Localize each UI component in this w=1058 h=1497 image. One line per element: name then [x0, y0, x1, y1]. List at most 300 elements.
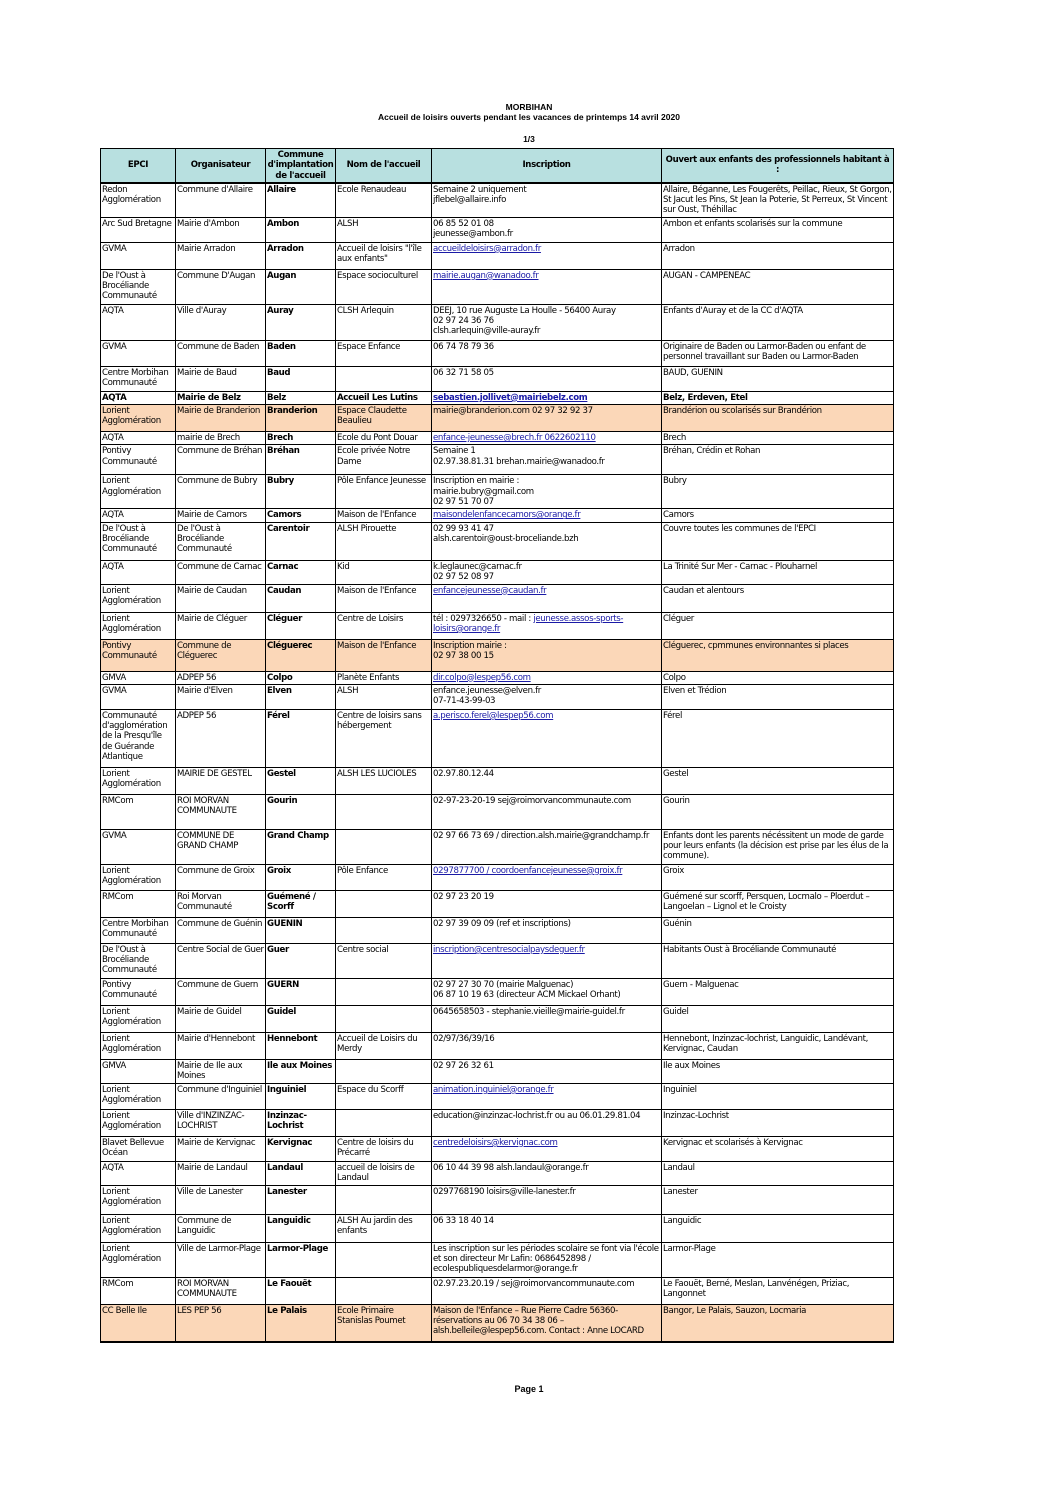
inscription-text: Semaine 2 uniquement jflebel@allaire.info	[433, 184, 527, 206]
table-row	[101, 890, 894, 917]
cell-epci: Lorient Agglomération	[101, 1083, 176, 1109]
col-header-nom: Nom de l'accueil	[336, 149, 432, 183]
table-row	[101, 943, 894, 978]
cell-nom-accueil	[336, 829, 432, 864]
cell-ouvert-a: Guidel	[662, 1005, 894, 1032]
col-header-commune: Commune d'implantation de l'accueil	[266, 149, 336, 183]
cell-commune: Carentoir	[266, 522, 336, 560]
cell-epci: Lorient Agglomération	[101, 1185, 176, 1214]
cell-commune: Ambon	[266, 217, 336, 242]
cell-nom-accueil	[336, 794, 432, 829]
cell-inscription	[432, 1032, 662, 1059]
cell-inscription	[432, 978, 662, 1005]
cell-organisateur: Ville d'INZINZAC-LOCHRIST	[176, 1109, 266, 1136]
table-row	[101, 1277, 894, 1304]
inscription-link[interactable]: maisondelenfancecamors@orange.fr	[433, 510, 581, 521]
cell-commune: Baden	[266, 340, 336, 366]
cell-inscription	[432, 560, 662, 584]
cell-organisateur: Mairie d'Hennebont	[176, 1032, 266, 1059]
table-row	[101, 242, 894, 269]
cell-commune: Lanester	[266, 1185, 336, 1214]
cell-commune: Cléguerec	[266, 639, 336, 671]
table-row	[101, 340, 894, 366]
cell-ouvert-a: Brandérion ou scolarisés sur Brandérion	[662, 405, 894, 432]
cell-ouvert-a: Landaul	[662, 1161, 894, 1185]
cell-epci: Pontivy Communauté	[101, 639, 176, 671]
cell-inscription	[432, 890, 662, 917]
cell-commune: Grand Champ	[266, 829, 336, 864]
inscription-link[interactable]: mairie.augan@wanadoo.fr	[433, 270, 539, 281]
cell-inscription	[432, 304, 662, 340]
table-row	[101, 671, 894, 684]
table-row	[101, 432, 894, 445]
cell-ouvert-a: Bubry	[662, 475, 894, 509]
cell-commune: Inguiniel	[266, 1083, 336, 1109]
cell-inscription	[432, 1277, 662, 1304]
cell-ouvert-a: Languidic	[662, 1214, 894, 1242]
inscription-text: 06 85 52 01 08 jeunesse@ambon.fr	[433, 218, 513, 240]
cell-commune: Kervignac	[266, 1136, 336, 1161]
inscription-link[interactable]: a.perisco.ferel@lespep56.com	[433, 710, 554, 721]
cell-commune: Bubry	[266, 475, 336, 509]
cell-commune: Augan	[266, 269, 336, 304]
cell-nom-accueil: ALSH Au jardin des enfants	[336, 1214, 432, 1242]
table-row	[101, 391, 894, 404]
cell-inscription	[432, 1059, 662, 1083]
cell-organisateur: mairie de Brech	[176, 432, 266, 445]
cell-inscription	[432, 794, 662, 829]
cell-nom-accueil: Pôle Enfance Jeunesse	[336, 475, 432, 509]
inscription-text: k.leglaunec@carnac.fr 02 97 52 08 97	[433, 561, 522, 582]
cell-epci: GVMA	[101, 684, 176, 709]
table-row	[101, 612, 894, 639]
inscription-link[interactable]: enfance-jeunesse@brech.fr 0622602110	[433, 433, 596, 444]
cell-epci: Redon Agglomération	[101, 183, 176, 217]
cell-epci: AQTA	[101, 509, 176, 522]
table-row	[101, 560, 894, 584]
inscription-text: 06 33 18 40 14	[433, 1215, 494, 1226]
cell-ouvert-a: Férel	[662, 709, 894, 767]
cell-commune: Gourin	[266, 794, 336, 829]
cell-nom-accueil: Ecole privée Notre Dame	[336, 445, 432, 475]
table-row	[101, 584, 894, 612]
cell-organisateur: COMMUNE DE GRAND CHAMP	[176, 829, 266, 864]
cell-nom-accueil	[336, 1242, 432, 1277]
cell-organisateur: ADPEP 56	[176, 709, 266, 767]
cell-ouvert-a: Allaire, Béganne, Les Fougerêts, Peillac, Rieux, St Gorgon, St Jacut les Pins, St Jean la Poterie, St Perreux, St Vincent sur Oust, Théhillac	[663, 184, 892, 216]
cell-ouvert-a: Gourin	[662, 794, 894, 829]
cell-commune: Arradon	[266, 242, 336, 269]
cell-ouvert-a: Cléguer	[662, 612, 894, 639]
inscription-text: 0645658503 - stephanie.vieille@mairie-guidel.fr	[433, 1006, 625, 1017]
cell-ouvert-a: Guern - Malguenac	[662, 978, 894, 1005]
cell-inscription	[432, 509, 662, 522]
table-row	[101, 709, 894, 767]
cell-organisateur: Commune de Carnac	[176, 560, 266, 584]
cell-epci: Lorient Agglomération	[101, 1005, 176, 1032]
cell-nom-accueil	[336, 890, 432, 917]
cell-commune: Cléguer	[266, 612, 336, 639]
cell-ouvert-a: Couvre toutes les communes de l'EPCI	[662, 522, 894, 560]
cell-organisateur: Commune D'Augan	[176, 269, 266, 304]
cell-commune: Camors	[266, 509, 336, 522]
inscription-text: Semaine 1 02.97.38.81.31 brehan.mairie@wanadoo.fr	[433, 446, 605, 467]
cell-commune: Gestel	[266, 767, 336, 794]
table-row	[101, 684, 894, 709]
cell-epci: AQTA	[101, 560, 176, 584]
inscription-link[interactable]: jeunesse.assos-sports-loisirs@orange.fr	[433, 613, 624, 634]
cell-epci: RMCom	[101, 1277, 176, 1304]
inscription-text: 02 97 39 09 09 (ref et inscriptions)	[433, 918, 571, 929]
cell-organisateur: Mairie de Branderion	[176, 405, 266, 432]
cell-epci: CC Belle Ile	[101, 1304, 176, 1342]
table-row	[101, 978, 894, 1005]
cell-nom-accueil	[336, 1277, 432, 1304]
col-header-inscription: Inscription	[432, 149, 662, 183]
cell-organisateur: Mairie d'Elven	[176, 684, 266, 709]
table-row	[101, 917, 894, 943]
cell-inscription	[432, 183, 662, 217]
cell-ouvert-a: Caudan et alentours	[662, 584, 894, 612]
cell-organisateur: Mairie de Cléguer	[176, 612, 266, 639]
cell-inscription	[432, 217, 662, 242]
cell-commune: Landaul	[266, 1161, 336, 1185]
cell-commune: Languidic	[266, 1214, 336, 1242]
cell-inscription	[432, 1242, 662, 1277]
inscription-link[interactable]: centredeloisirs@kervignac.com	[433, 1137, 558, 1148]
cell-inscription	[432, 864, 662, 890]
cell-nom-accueil	[336, 917, 432, 943]
cell-ouvert-a: Groix	[662, 864, 894, 890]
cell-epci: Lorient Agglomération	[101, 864, 176, 890]
cell-organisateur: ROI MORVAN COMMUNAUTE	[176, 794, 266, 829]
inscription-text: Les inscription sur les périodes scolaire se font via l'école et son directeur Mr Lafin: 0686452898 / ecolespubliquesdelarmor@orange.fr	[433, 1243, 659, 1275]
cell-organisateur: ROI MORVAN COMMUNAUTE	[176, 1277, 266, 1304]
cell-organisateur: Mairie de Caudan	[176, 584, 266, 612]
inscription-text: enfance.jeunesse@elven.fr 07-71-43-99-03	[433, 685, 541, 707]
table-row	[101, 639, 894, 671]
cell-commune: Ile aux Moines	[266, 1059, 336, 1083]
cell-organisateur: Mairie de Camors	[176, 509, 266, 522]
cell-epci: Lorient Agglomération	[101, 612, 176, 639]
cell-nom-accueil: Ecole Renaudeau	[336, 183, 432, 217]
cell-commune: Groix	[266, 864, 336, 890]
table-row	[101, 1005, 894, 1032]
cell-inscription	[432, 1005, 662, 1032]
cell-organisateur: Mairie de Ile aux Moines	[176, 1059, 266, 1083]
cell-organisateur: Ville de Lanester	[176, 1185, 266, 1214]
inscription-link[interactable]: inscription@centresocialpaysdeguer.fr	[433, 944, 585, 955]
cell-ouvert-a: BAUD, GUENIN	[662, 366, 894, 391]
cell-ouvert-a: Bréhan, Crédin et Rohan	[662, 445, 894, 475]
cell-ouvert-a: Gestel	[662, 767, 894, 794]
document-subtitle: Accueil de loisirs ouverts pendant les vacances de printemps 14 avril 2020	[378, 112, 680, 122]
cell-inscription	[432, 767, 662, 794]
inscription-text: Inscription mairie : 02 97 38 00 15	[433, 640, 507, 661]
table-row	[101, 1059, 894, 1083]
cell-nom-accueil: Kid	[336, 560, 432, 584]
cell-nom-accueil: CLSH Arlequin	[336, 304, 432, 340]
cell-epci: GVMA	[101, 340, 176, 366]
cell-inscription	[432, 1161, 662, 1185]
cell-organisateur: Commune de Groix	[176, 864, 266, 890]
cell-nom-accueil: ALSH	[336, 217, 432, 242]
cell-inscription	[432, 684, 662, 709]
cell-epci: RMCom	[101, 890, 176, 917]
cell-inscription	[432, 1083, 662, 1109]
cell-organisateur: Commune d'Allaire	[176, 183, 266, 217]
cell-organisateur: Mairie de Guidel	[176, 1005, 266, 1032]
cell-epci: AQTA	[101, 432, 176, 445]
cell-nom-accueil: Maison de l'Enfance	[336, 509, 432, 522]
cell-epci: Arc Sud Bretagne	[101, 217, 176, 242]
cell-commune: Guer	[266, 943, 336, 978]
cell-commune: Guémené / Scorff	[266, 890, 336, 917]
cell-ouvert-a: Inguiniel	[662, 1083, 894, 1109]
cell-nom-accueil: Planète Enfants	[336, 671, 432, 684]
inscription-text: 02 99 93 41 47 alsh.carentoir@oust-broceliande.bzh	[433, 523, 579, 544]
inscription-link[interactable]: accueildeloisirs@arradon.fr	[433, 243, 541, 254]
cell-nom-accueil: Accueil de Loisirs du Merdy	[336, 1032, 432, 1059]
table-row	[101, 366, 894, 391]
inscription-text: 06 10 44 39 98 alsh.landaul@orange.fr	[433, 1162, 589, 1173]
cell-nom-accueil	[336, 1059, 432, 1083]
table-row	[101, 864, 894, 890]
cell-commune: Carnac	[266, 560, 336, 584]
cell-organisateur: Commune de Baden	[176, 340, 266, 366]
cell-commune: GUENIN	[266, 917, 336, 943]
table-row	[101, 304, 894, 340]
cell-nom-accueil: Espace du Scorff	[336, 1083, 432, 1109]
cell-organisateur: Centre Social de Guer	[176, 943, 266, 978]
cell-ouvert-a: Inzinzac-Lochrist	[662, 1109, 894, 1136]
cell-organisateur: De l'Oust à Brocéliande Communauté	[176, 522, 266, 560]
cell-nom-accueil: Ecole Primaire Stanislas Poumet	[336, 1304, 432, 1342]
cell-epci: Lorient Agglomération	[101, 405, 176, 432]
cell-nom-accueil	[336, 1185, 432, 1214]
cell-epci: De l'Oust à Brocéliande Communauté	[101, 943, 176, 978]
cell-nom-accueil: Accueil de loisirs "l'île aux enfants"	[336, 242, 432, 269]
cell-organisateur: Commune de Cléguerec	[176, 639, 266, 671]
cell-inscription	[432, 405, 662, 432]
cell-epci: AQTA	[101, 391, 176, 404]
cell-inscription	[432, 1109, 662, 1136]
inscription-text: education@inzinzac-lochrist.fr ou au 06.01.29.81.04	[433, 1110, 641, 1121]
cell-nom-accueil: Pôle Enfance	[336, 864, 432, 890]
col-header-epci: EPCI	[101, 149, 176, 183]
page-footer: Page 1	[514, 1384, 544, 1394]
inscription-text: 02 97 66 73 69 / direction.alsh.mairie@grandchamp.fr	[433, 830, 650, 841]
table-row	[101, 829, 894, 864]
accueil-table	[100, 148, 894, 1343]
cell-ouvert-a: Bangor, Le Palais, Sauzon, Locmaria	[662, 1304, 894, 1342]
table-row	[101, 1214, 894, 1242]
cell-inscription	[432, 242, 662, 269]
cell-inscription	[432, 340, 662, 366]
table-row	[101, 794, 894, 829]
cell-ouvert-a: Ile aux Moines	[662, 1059, 894, 1083]
cell-epci: De l'Oust à Brocéliande Communauté	[101, 522, 176, 560]
cell-inscription	[432, 1304, 662, 1342]
cell-nom-accueil: accueil de loisirs de Landaul	[336, 1161, 432, 1185]
inscription-text: 02/97/36/39/16	[433, 1033, 495, 1044]
cell-nom-accueil: Maison de l'Enfance	[336, 584, 432, 612]
cell-ouvert-a: Brech	[662, 432, 894, 445]
cell-organisateur: Commune de Bréhan	[176, 445, 266, 475]
cell-nom-accueil: Centre de Loisirs	[336, 612, 432, 639]
cell-organisateur: Mairie de Landaul	[176, 1161, 266, 1185]
table-row	[101, 1161, 894, 1185]
inscription-link[interactable]: enfancejeunesse@caudan.fr	[433, 585, 547, 596]
cell-inscription	[432, 612, 662, 639]
cell-ouvert-a: Ambon et enfants scolarisés sur la commune	[662, 217, 894, 242]
cell-commune: Bréhan	[266, 445, 336, 475]
cell-inscription	[432, 584, 662, 612]
cell-inscription	[432, 639, 662, 671]
cell-ouvert-a: Belz, Erdeven, Etel	[662, 391, 894, 404]
cell-commune: Belz	[266, 391, 336, 404]
cell-organisateur: Ville de Larmor-Plage	[176, 1242, 266, 1277]
cell-epci: Lorient Agglomération	[101, 1242, 176, 1277]
inscription-text: tél : 0297326650 - mail :	[433, 613, 534, 624]
cell-organisateur: Commune d'Inguiniel	[176, 1083, 266, 1109]
table-row	[101, 1032, 894, 1059]
table-row	[101, 269, 894, 304]
cell-commune: Le Palais	[266, 1304, 336, 1342]
cell-epci: AQTA	[101, 1161, 176, 1185]
cell-nom-accueil	[336, 366, 432, 391]
cell-commune: Hennebont	[266, 1032, 336, 1059]
inscription-text: 02 97 26 32 61	[433, 1060, 494, 1071]
cell-inscription	[432, 366, 662, 391]
cell-epci: Centre Morbihan Communauté	[101, 366, 176, 391]
inscription-text: Maison de l'Enfance – Rue Pierre Cadre 56360-réservations au 06 70 34 38 06 – alsh.belleile@lespep56.com. Contact : Anne LOCARD	[433, 1305, 644, 1337]
cell-organisateur: MAIRIE DE GESTEL	[176, 767, 266, 794]
cell-inscription	[432, 671, 662, 684]
inscription-text: 02 97 23 20 19	[433, 891, 494, 902]
inscription-link[interactable]: sebastien.jollivet@mairiebelz.com	[433, 392, 588, 403]
cell-epci: AQTA	[101, 304, 176, 340]
inscription-text: 06 74 78 79 36	[433, 341, 494, 352]
cell-epci: De l'Oust à Brocéliande Communauté	[101, 269, 176, 304]
cell-nom-accueil: Espace socioculturel	[336, 269, 432, 304]
cell-nom-accueil	[336, 978, 432, 1005]
cell-epci: RMCom	[101, 794, 176, 829]
cell-commune: Larmor-Plage	[266, 1242, 336, 1277]
cell-commune: Le Faouët	[266, 1277, 336, 1304]
cell-inscription	[432, 829, 662, 864]
cell-ouvert-a: Enfants dont les parents nécéssitent un mode de garde pour leurs enfants (la décision est prise par les élus de la commune).	[662, 829, 894, 864]
cell-nom-accueil: Centre de loisirs du Précarré	[336, 1136, 432, 1161]
cell-organisateur: ADPEP 56	[176, 671, 266, 684]
inscription-text: 02.97.80.12.44	[433, 768, 494, 779]
cell-organisateur: Mairie d'Ambon	[176, 217, 266, 242]
inscription-text: Inscription en mairie : mairie.bubry@gmail.com 02 97 51 70 07	[433, 476, 534, 507]
cell-commune: Guidel	[266, 1005, 336, 1032]
cell-epci: Lorient Agglomération	[101, 475, 176, 509]
cell-commune: Baud	[266, 366, 336, 391]
inscription-text: 02.97.23.20.19 / sej@roimorvancommunaute.com	[433, 1278, 635, 1289]
table-row	[101, 1083, 894, 1109]
cell-organisateur: Commune de Bubry	[176, 475, 266, 509]
cell-ouvert-a: Lanester	[662, 1185, 894, 1214]
inscription-text: mairie@branderion.com 02 97 32 92 37	[433, 406, 593, 417]
cell-commune: Branderion	[266, 405, 336, 432]
cell-ouvert-a: Camors	[662, 509, 894, 522]
inscription-text: 0297768190 loisirs@ville-lanester.fr	[433, 1186, 576, 1197]
table-row	[101, 183, 894, 217]
cell-epci: GVMA	[101, 242, 176, 269]
inscription-link[interactable]: animation.inguiniel@orange.fr	[433, 1084, 554, 1095]
cell-ouvert-a: Cléguerec, cpmmunes environnantes si places	[662, 639, 894, 671]
cell-ouvert-a: Arradon	[662, 242, 894, 269]
cell-epci: Centre Morbihan Communauté	[101, 917, 176, 943]
cell-organisateur: Mairie de Baud	[176, 366, 266, 391]
cell-commune: GUERN	[266, 978, 336, 1005]
cell-organisateur: Ville d'Auray	[176, 304, 266, 340]
table-row	[101, 405, 894, 432]
inscription-text: 06 32 71 58 05	[433, 367, 494, 378]
cell-ouvert-a: Guénin	[662, 917, 894, 943]
table-row	[101, 475, 894, 509]
page-fraction: 1/3	[523, 134, 535, 144]
cell-ouvert-a: La Trinité Sur Mer - Carnac - Plouharnel	[662, 560, 894, 584]
cell-nom-accueil: Centre de loisirs sans hébergement	[336, 709, 432, 767]
cell-inscription	[432, 709, 662, 767]
cell-ouvert-a: AUGAN - CAMPENEAC	[662, 269, 894, 304]
cell-ouvert-a: Habitants Oust à Brocéliande Communauté	[662, 943, 894, 978]
cell-nom-accueil	[336, 1109, 432, 1136]
cell-ouvert-a: Larmor-Plage	[662, 1242, 894, 1277]
cell-nom-accueil: Accueil Les Lutins	[336, 391, 432, 404]
cell-commune: Brech	[266, 432, 336, 445]
department-title: MORBIHAN	[505, 102, 553, 112]
cell-organisateur: Roi Morvan Communauté	[176, 890, 266, 917]
inscription-text: DEEJ, 10 rue Auguste La Houlle - 56400 Auray 02 97 24 36 76 clsh.arlequin@ville-auray.fr	[433, 305, 616, 337]
inscription-link[interactable]: 0297877700 / coordoenfancejeunesse@groix.fr	[433, 865, 623, 876]
cell-commune: Inzinzac-Lochrist	[266, 1109, 336, 1136]
cell-nom-accueil: ALSH	[336, 684, 432, 709]
cell-epci: Lorient Agglomération	[101, 767, 176, 794]
table-row	[101, 1242, 894, 1277]
cell-epci: GVMA	[101, 829, 176, 864]
cell-epci: GMVA	[101, 671, 176, 684]
cell-inscription	[432, 432, 662, 445]
cell-epci: Lorient Agglomération	[101, 584, 176, 612]
cell-ouvert-a: Kervignac et scolarisés à Kervignac	[662, 1136, 894, 1161]
cell-organisateur: Commune de Languidic	[176, 1214, 266, 1242]
cell-inscription	[432, 391, 662, 404]
inscription-text: 02-97-23-20-19 sej@roimorvancommunaute.com	[433, 795, 631, 806]
cell-inscription	[432, 1185, 662, 1214]
cell-inscription	[432, 445, 662, 475]
cell-ouvert-a: Hennebont, Inzinzac-lochrist, Languidic, Landévant, Kervignac, Caudan	[662, 1032, 894, 1059]
cell-commune: Auray	[266, 304, 336, 340]
inscription-link[interactable]: dir.colpo@lespep56.com	[433, 672, 531, 683]
cell-organisateur: LES PEP 56	[176, 1304, 266, 1342]
cell-epci: Communauté d'agglomération de la Presqu'île de Guérande Atlantique	[101, 709, 176, 767]
cell-nom-accueil: Espace Enfance	[336, 340, 432, 366]
cell-epci: Lorient Agglomération	[101, 1032, 176, 1059]
col-header-ouvert: Ouvert aux enfants des professionnels habitant à :	[662, 149, 894, 183]
cell-epci: Lorient Agglomération	[101, 1214, 176, 1242]
cell-commune: Colpo	[266, 671, 336, 684]
table-row	[101, 522, 894, 560]
cell-nom-accueil: Centre social	[336, 943, 432, 978]
cell-epci: Pontivy Communauté	[101, 978, 176, 1005]
cell-epci: Pontivy Communauté	[101, 445, 176, 475]
table-row	[101, 509, 894, 522]
